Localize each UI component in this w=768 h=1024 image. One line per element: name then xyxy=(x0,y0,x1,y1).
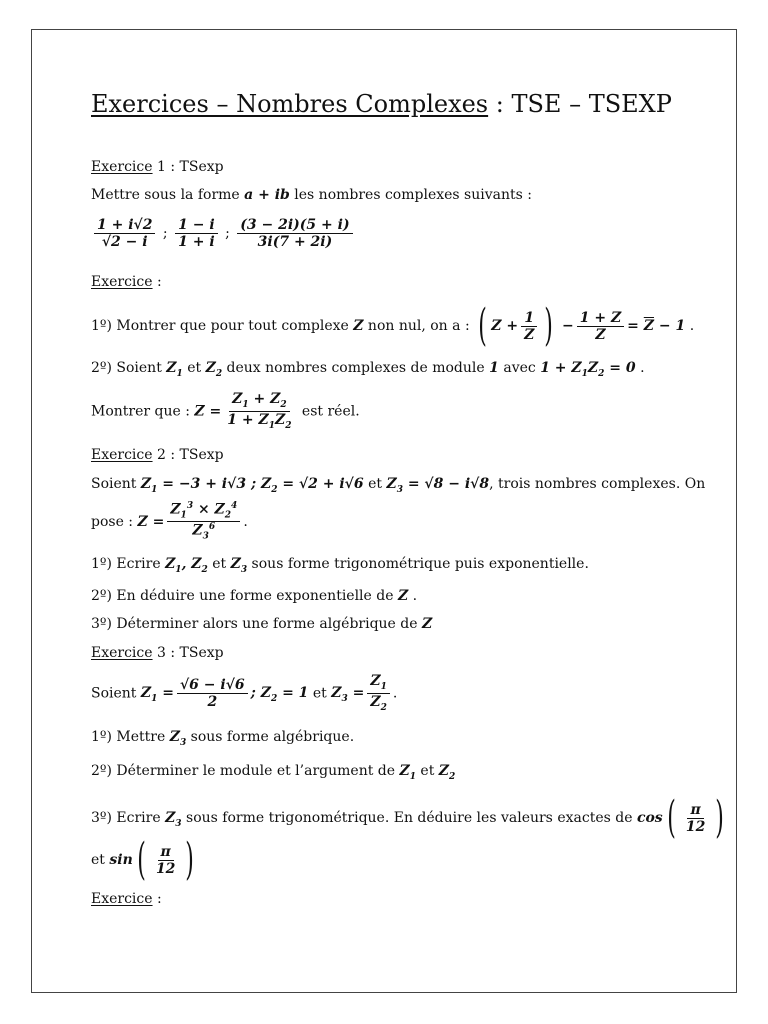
exercise-1-heading: Exercice 1 : TSexp xyxy=(91,159,224,175)
exercise-2-question-2: 2º) En déduire une forme exponentielle de Z . xyxy=(91,588,418,604)
page-title: Exercices – Nombres Complexes : TSE – TSEXP xyxy=(91,90,672,118)
exercise-2-definition: pose : Z = $\frac{Z_1^3 \times Z_2^4}{Z_3^6}$ . xyxy=(91,501,248,542)
exercise-2-heading: Exercice 2 : TSexp xyxy=(91,447,224,463)
exercise-3-question-3-continued: et sin( $\frac{\pi}{12}$ ) xyxy=(91,834,195,885)
exercise-3-heading: Exercice 3 : TSexp xyxy=(91,645,224,661)
exercise-2-question-3: 3º) Déterminer alors une forme algébrique de Z xyxy=(91,616,433,632)
exercise-a-heading: Exercice : xyxy=(91,274,162,290)
expression-2: $\frac{1 - i}{1 + i}$ xyxy=(175,218,218,249)
exercise-1-expressions: $\frac{1 + i√2}{√2 - i}$ ; $\frac{1 - i}{1 + i}$ ; $\frac{(3 - 2i)(5 + i)}{3i(7 + 2i)}$ xyxy=(91,218,356,249)
exercise-a-question-2: 2º) Soient $Z_1$ et $Z_2$ deux nombres complexes de module 1 avec $1 + Z_1Z_2 = 0$ . xyxy=(91,360,645,379)
expression-1: $\frac{1 + i√2}{√2 - i}$ xyxy=(94,218,155,249)
exercise-3-question-3: 3º) Ecrire $Z_3$ sous forme trigonométrique. En déduire les valeurs exactes de cos( $\frac{\pi}{12}$ ) xyxy=(91,792,725,843)
exercise-1-instruction: Mettre sous la forme a + ib les nombres complexes suivants : xyxy=(91,187,532,203)
exercise-3-question-1: 1º) Mettre $Z_3$ sous forme algébrique. xyxy=(91,729,355,748)
expression-3: $\frac{(3 - 2i)(5 + i)}{3i(7 + 2i)}$ xyxy=(237,218,352,249)
exercise-3-question-2: 2º) Déterminer le module et l’argument de $Z_1$ et $Z_2$ xyxy=(91,763,456,782)
exercise-2-statement: Soient $Z_1 = -3 + i√3$ ; $Z_2 = √2 + i√6$ et $Z_3 = √8 - i√8$, trois nombres complexes. On xyxy=(91,476,706,495)
exercise-a-question-1: 1º) Montrer que pour tout complexe Z non nul, on a : ( Z + $\frac{1}{Z}$ ) − $\frac{1 + Z}{Z}$ = $\overline{Z} - 1$ . xyxy=(91,300,695,351)
exercise-a-question-3: Montrer que : Z = $\frac{Z_1 + Z_2}{1 + Z_1Z_2}$ est réel. xyxy=(91,391,360,431)
exercise-b-heading: Exercice : xyxy=(91,891,162,907)
exercise-2-question-1: 1º) Ecrire $Z_1$, $Z_2$ et $Z_3$ sous forme trigonométrique puis exponentielle. xyxy=(91,556,589,575)
exercise-3-statement: Soient $Z_1$ = $\frac{√6 - i√6}{2}$ ; $Z_2 = 1$ et $Z_3$ = $\frac{Z_1}{Z_2}$ . xyxy=(91,673,398,713)
